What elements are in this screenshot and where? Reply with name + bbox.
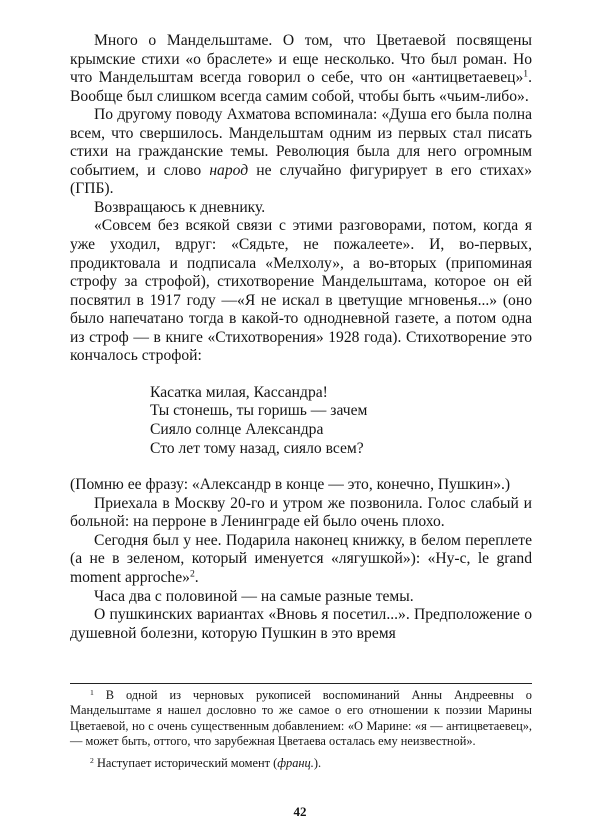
paragraph-3: Возвращаюсь к дневнику.: [94, 198, 266, 216]
footnote-text: Наступает исторический момент (: [93, 755, 278, 770]
footnote-2: [70, 756, 532, 771]
paragraph-1: [70, 32, 532, 106]
footnote-ref-2[interactable]: 2: [189, 568, 195, 580]
paragraph-2: [70, 106, 532, 199]
paragraph-8: Часа два с половиной — на самые разные темы.: [94, 587, 414, 605]
footnote-ref-1[interactable]: 1: [523, 68, 529, 80]
footnote-1: [70, 688, 532, 750]
paragraph-tail: . Вообще был слишком всегда самим собой, чтобы быть «чьим-либо».: [70, 69, 532, 105]
paragraph-4: «Совсем без всякой связи с этими разговорами, потом, когда я уже уходил, вдруг: «Сядьте, не пожалеете». И, во-первых, продиктовала и подписала «Мелхолу», а во-вторых (припоминая строфу за строфой), стихотворение Мандельштама, которое он ей посвятил в 1917 году —«Я не искал в цветущие мгновенья...» (оно было напечатано тогда в какой-то однодневной газете, а потом одна из строф — в книге «Стихотворения» 1928 года). Стихотворение это кончалось строфой:: [70, 217, 532, 365]
paragraph-5: (Помню ее фразу: «Александр в конце — это, конечно, Пушкин».): [70, 476, 511, 494]
poem-line: Касатка милая, Кассандра!: [150, 383, 328, 401]
footnotes: [70, 683, 532, 771]
poem-stanza: [150, 384, 532, 458]
footnote-tail: ).: [313, 755, 322, 770]
paragraph-9: О пушкинских вариантах «Вновь я посетил...». Предположение о душевной болезни, которую Пушкин в это время: [70, 606, 532, 642]
poem-line: Ты стонешь, ты горишь — зачем: [150, 402, 368, 420]
main-text: [70, 32, 532, 643]
poem-line: Сияло солнце Александра: [150, 421, 324, 439]
paragraph-text: Сегодня был у нее. Подарила наконец книжку, в белом переплете (а не в зеленом, который именуется «лягушкой»): «Ну-с, le grand moment approche»: [70, 531, 532, 586]
paragraph-text: Много о Мандельштаме. О том, что Цветаевой посвящены крымские стихи «о браслете» и еще несколько. Что был роман. Но что Мандельштам всегда говорил о себе, что он «антицветаевец»: [70, 32, 532, 87]
emphasis-word: народ: [209, 161, 249, 179]
page-number: 42: [293, 804, 307, 819]
footnote-emphasis: франц.: [277, 755, 314, 770]
footnote-mark: 1: [90, 687, 94, 697]
paragraph-7: [70, 532, 532, 588]
poem-line: Сто лет тому назад, сияло всем?: [150, 439, 364, 457]
footnote-mark: 2: [90, 755, 94, 765]
footnote-text: В одной из черновых рукописей воспоминаний Анны Андреевны о Мандельштаме я нашел дословно то же самое о его отношении к поэзии Марины Цветаевой, но с очень существенным добавлением: «О Марине: «я — антицветаевец»,— может быть, оттого, что зарубежная Цветаева осталась ему неизвестной».: [70, 688, 532, 749]
paragraph-tail: не случайно фигурирует в его стихах» (ГПБ).: [70, 161, 532, 198]
paragraph-text: По другому поводу Ахматова вспоминала: «Душа его была полна всем, что свершилось. Мандельштам одним из первых стал писать стихи на гражданские темы. Революция была для него огромным событием, и слово: [70, 106, 532, 179]
paragraph-6: Приехала в Москву 20-го и утром же позвонила. Голос слабый и больной: на перроне в Ленинграде ей было очень плохо.: [70, 494, 532, 531]
paragraph-tail: .: [194, 568, 199, 586]
